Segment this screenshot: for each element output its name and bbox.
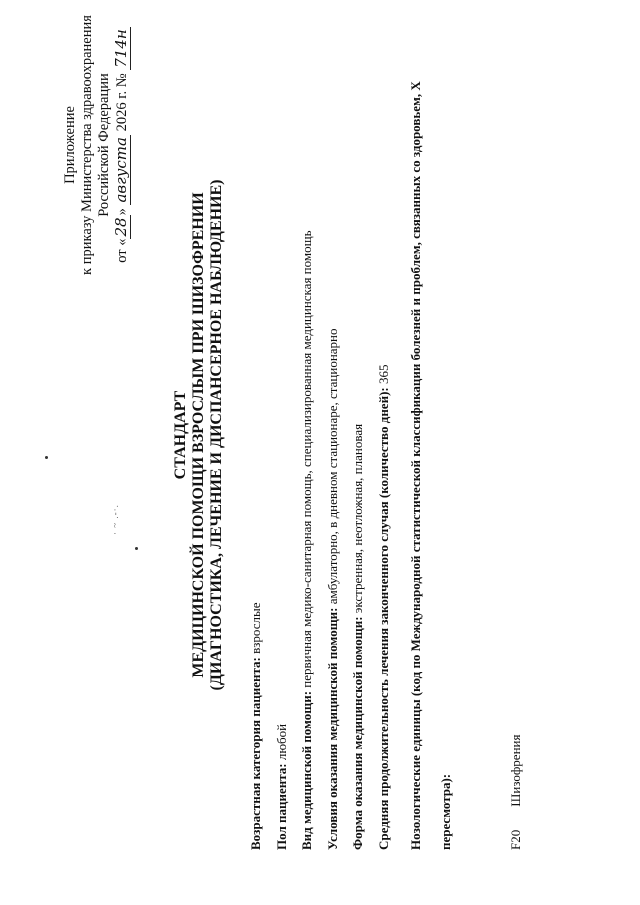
field-care-type: [299, 50, 314, 850]
order-year: 2026 г. №: [114, 73, 130, 132]
scan-dot: [135, 547, 138, 550]
field-label: Форма оказания медицинской помощи:: [350, 616, 365, 850]
title-line-2: МЕДИЦИНСКОЙ ПОМОЩИ ВЗРОСЛЫМ ПРИ ШИЗОФРЕНИИ: [190, 192, 207, 678]
field-label: Возрастная категория пациента:: [248, 657, 263, 850]
nosology-row: [508, 735, 524, 850]
field-label: Нозологические единицы (код по Международной статистической классификации болезней и проблем, связанных со здоровьем, X пересмотра):: [408, 81, 453, 850]
order-day-handwritten: 28: [112, 217, 130, 237]
field-value: взрослые: [248, 602, 263, 658]
scan-smudge: · ~ .-·.: [110, 504, 120, 535]
field-value: экстренная, неотложная, плановая: [350, 423, 365, 617]
field-label: Условия оказания медицинской помощи:: [324, 607, 340, 850]
field-sex: [274, 50, 289, 850]
field-value: 365: [375, 364, 391, 388]
order-date-line: [113, 5, 131, 285]
order-prefix: от «: [114, 238, 130, 263]
field-age-category: [248, 50, 263, 850]
title-line-3: (ДИАГНОСТИКА, ЛЕЧЕНИЕ И ДИСПАНСЕРНОЕ НАБЛЮДЕНИЕ): [208, 179, 225, 691]
nosology-code: F20: [508, 829, 523, 850]
field-treatment-duration: [376, 50, 391, 850]
field-label: Вид медицинской помощи:: [299, 690, 314, 850]
appendix-title: Приложение: [62, 106, 78, 184]
standard-fields: [248, 50, 472, 850]
nosology-name: Шизофрения: [508, 734, 523, 807]
appendix-header: [62, 5, 131, 285]
field-care-form: [350, 50, 365, 850]
standard-title: [172, 125, 226, 745]
field-value: амбулаторно, в дневном стационаре, стационарно: [324, 328, 340, 608]
appendix-country-line: Российской Федерации: [96, 73, 112, 217]
field-label: Пол пациента:: [273, 763, 289, 850]
order-mid: »: [114, 204, 130, 216]
field-nosology: [401, 60, 461, 850]
field-label: Средняя продолжительность лечения законченного случая (количество дней):: [375, 387, 391, 850]
field-value: первичная медико-санитарная помощь, специализированная медицинская помощь: [299, 230, 314, 691]
scan-dot: [45, 456, 48, 459]
field-value: любой: [273, 723, 289, 764]
order-number-handwritten: 714н: [112, 29, 130, 68]
appendix-ministry-line: к приказу Министерства здравоохранения: [79, 15, 95, 275]
title-line-1: СТАНДАРТ: [172, 390, 189, 480]
order-month-handwritten: августа: [112, 137, 130, 203]
field-care-conditions: [325, 50, 340, 850]
